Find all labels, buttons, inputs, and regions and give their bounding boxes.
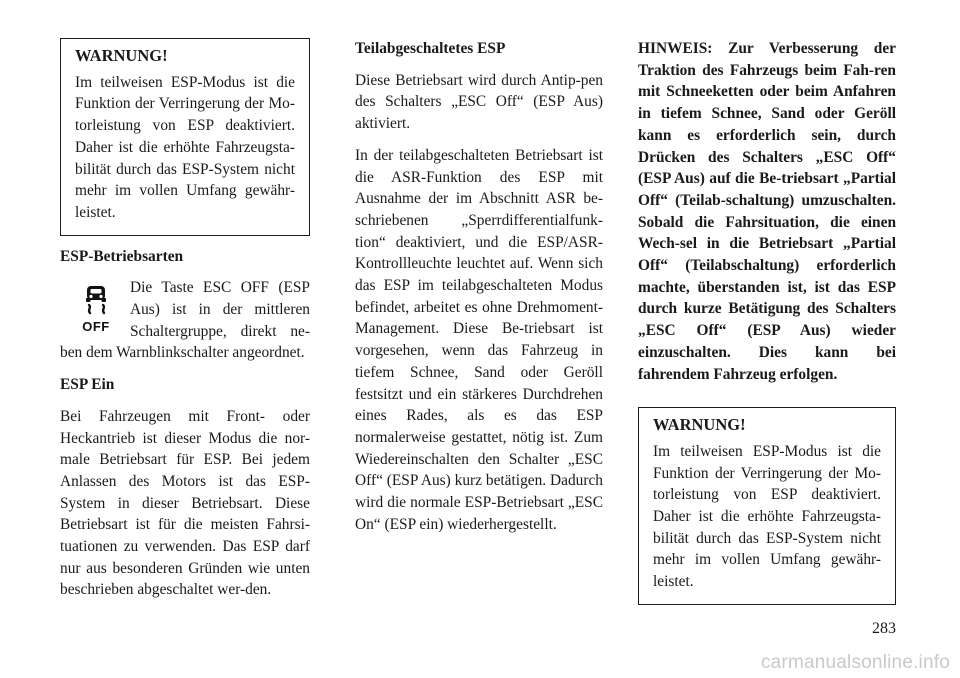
esp-on-text: Bei Fahrzeugen mit Front- oder Heckantrieb ist dieser Modus die nor-male Betriebsart für ESP. Bei jedem Anlassen des Motors ist das ESP-System in dieser Betriebsart. Diese Betriebsart ist für die meisten Fahrsi-tuationen zu verwenden. Das ESP darf nur aus besonderen Gründen wie unten beschrieben abgeschaltet wer-den. [60, 407, 310, 599]
partial-activation-text: Diese Betriebsart wird durch Antip-pen des Schalters „ESC Off“ (ESP Aus) aktiviert. [355, 71, 603, 133]
warning-text: Im teilweisen ESP-Modus ist die Funktion der Verringerung der Mo-torleistung von ESP deaktiviert. Daher ist die erhöhte Fahrzeugsta-bilität durch das ESP-System nicht mehr im vollen Umfang gewähr-leistet. [653, 442, 881, 591]
button-location-text: Die Taste ESC OFF (ESP Aus) ist in der mittleren Schaltergruppe, direkt ne-ben dem Warnblinkschalter angeordnet. [60, 279, 310, 362]
warning-box [60, 38, 310, 236]
warning-title: WARNUNG! [653, 415, 746, 435]
esc-off-icon [70, 283, 122, 339]
warning-text: Im teilweisen ESP-Modus ist die Funktion der Verringerung der Mo-torleistung von ESP deaktiviert. Daher ist die erhöhte Fahrzeugsta-bilität durch das ESP-System nicht mehr im vollen Umfang gewähr-leistet. [75, 73, 295, 221]
page-number: 283 [872, 620, 896, 637]
warning-title: WARNUNG! [75, 46, 168, 65]
section-heading-partial: Teilabgeschaltetes ESP [355, 40, 506, 57]
section-heading-esp-on: ESP Ein [60, 376, 115, 394]
column-left [60, 38, 310, 611]
icon-off-label: OFF [82, 319, 110, 335]
section-heading-modes: ESP-Betriebsarten [60, 247, 184, 265]
column-right [638, 38, 896, 615]
column-middle [355, 38, 603, 545]
watermark: carmanualsonline.info [760, 652, 950, 673]
partial-description-text: In der teilabgeschalteten Betriebsart ist die ASR-Funktion des ESP mit Ausnahme der im Abschnitt ASR be-schriebenen „Sperrdifferentialfunk-tion“ deaktiviert, und die ESP/ASR-Kontrollleuchte leuchtet auf. Wenn sich das ESP im teilabgeschalteten Modus befindet, arbeitet es ohne Drehmoment-Management. Diese Be-triebsart ist vorgesehen, wenn das Fahrzeug in tiefem Schnee, Sand oder Geröll festsitzt und ein stärkeres Durchdrehen eines Rades, als es das ESP normalerweise gestattet, nötig ist. Zum Wiedereinschalten den Schalter „ESC Off“ (ESP Aus) kurz betätigen. Dadurch wird die normale ESP-Betriebsart „ESC On“ (ESP ein) wiederhergestellt. [355, 146, 603, 533]
warning-box [638, 407, 896, 605]
skidding-car-icon [81, 283, 111, 315]
note-text: HINWEIS: Zur Verbesserung der Traktion des Fahrzeugs beim Fah-ren mit Schneeketten oder beim Anfahren in tiefem Schnee, Sand oder Geröll kann es erforderlich sein, durch Drücken des Schalters „ESC Off“ (ESP Aus) auf die Be-triebsart „Partial Off“ (Teilab-schaltung) umzuschalten. Sobald die Fahrsituation, die einen Wech-sel in die Betriebsart „Partial Off“ (Teilabschaltung) erforderlich machte, überstanden ist, ist das ESP durch kurze Betätigung des Schalters „ESC Off“ (ESP Aus) wieder einzuschalten. Dies kann bei fahrendem Fahrzeug erfolgen. [638, 40, 896, 383]
esc-off-button-description [60, 277, 310, 364]
